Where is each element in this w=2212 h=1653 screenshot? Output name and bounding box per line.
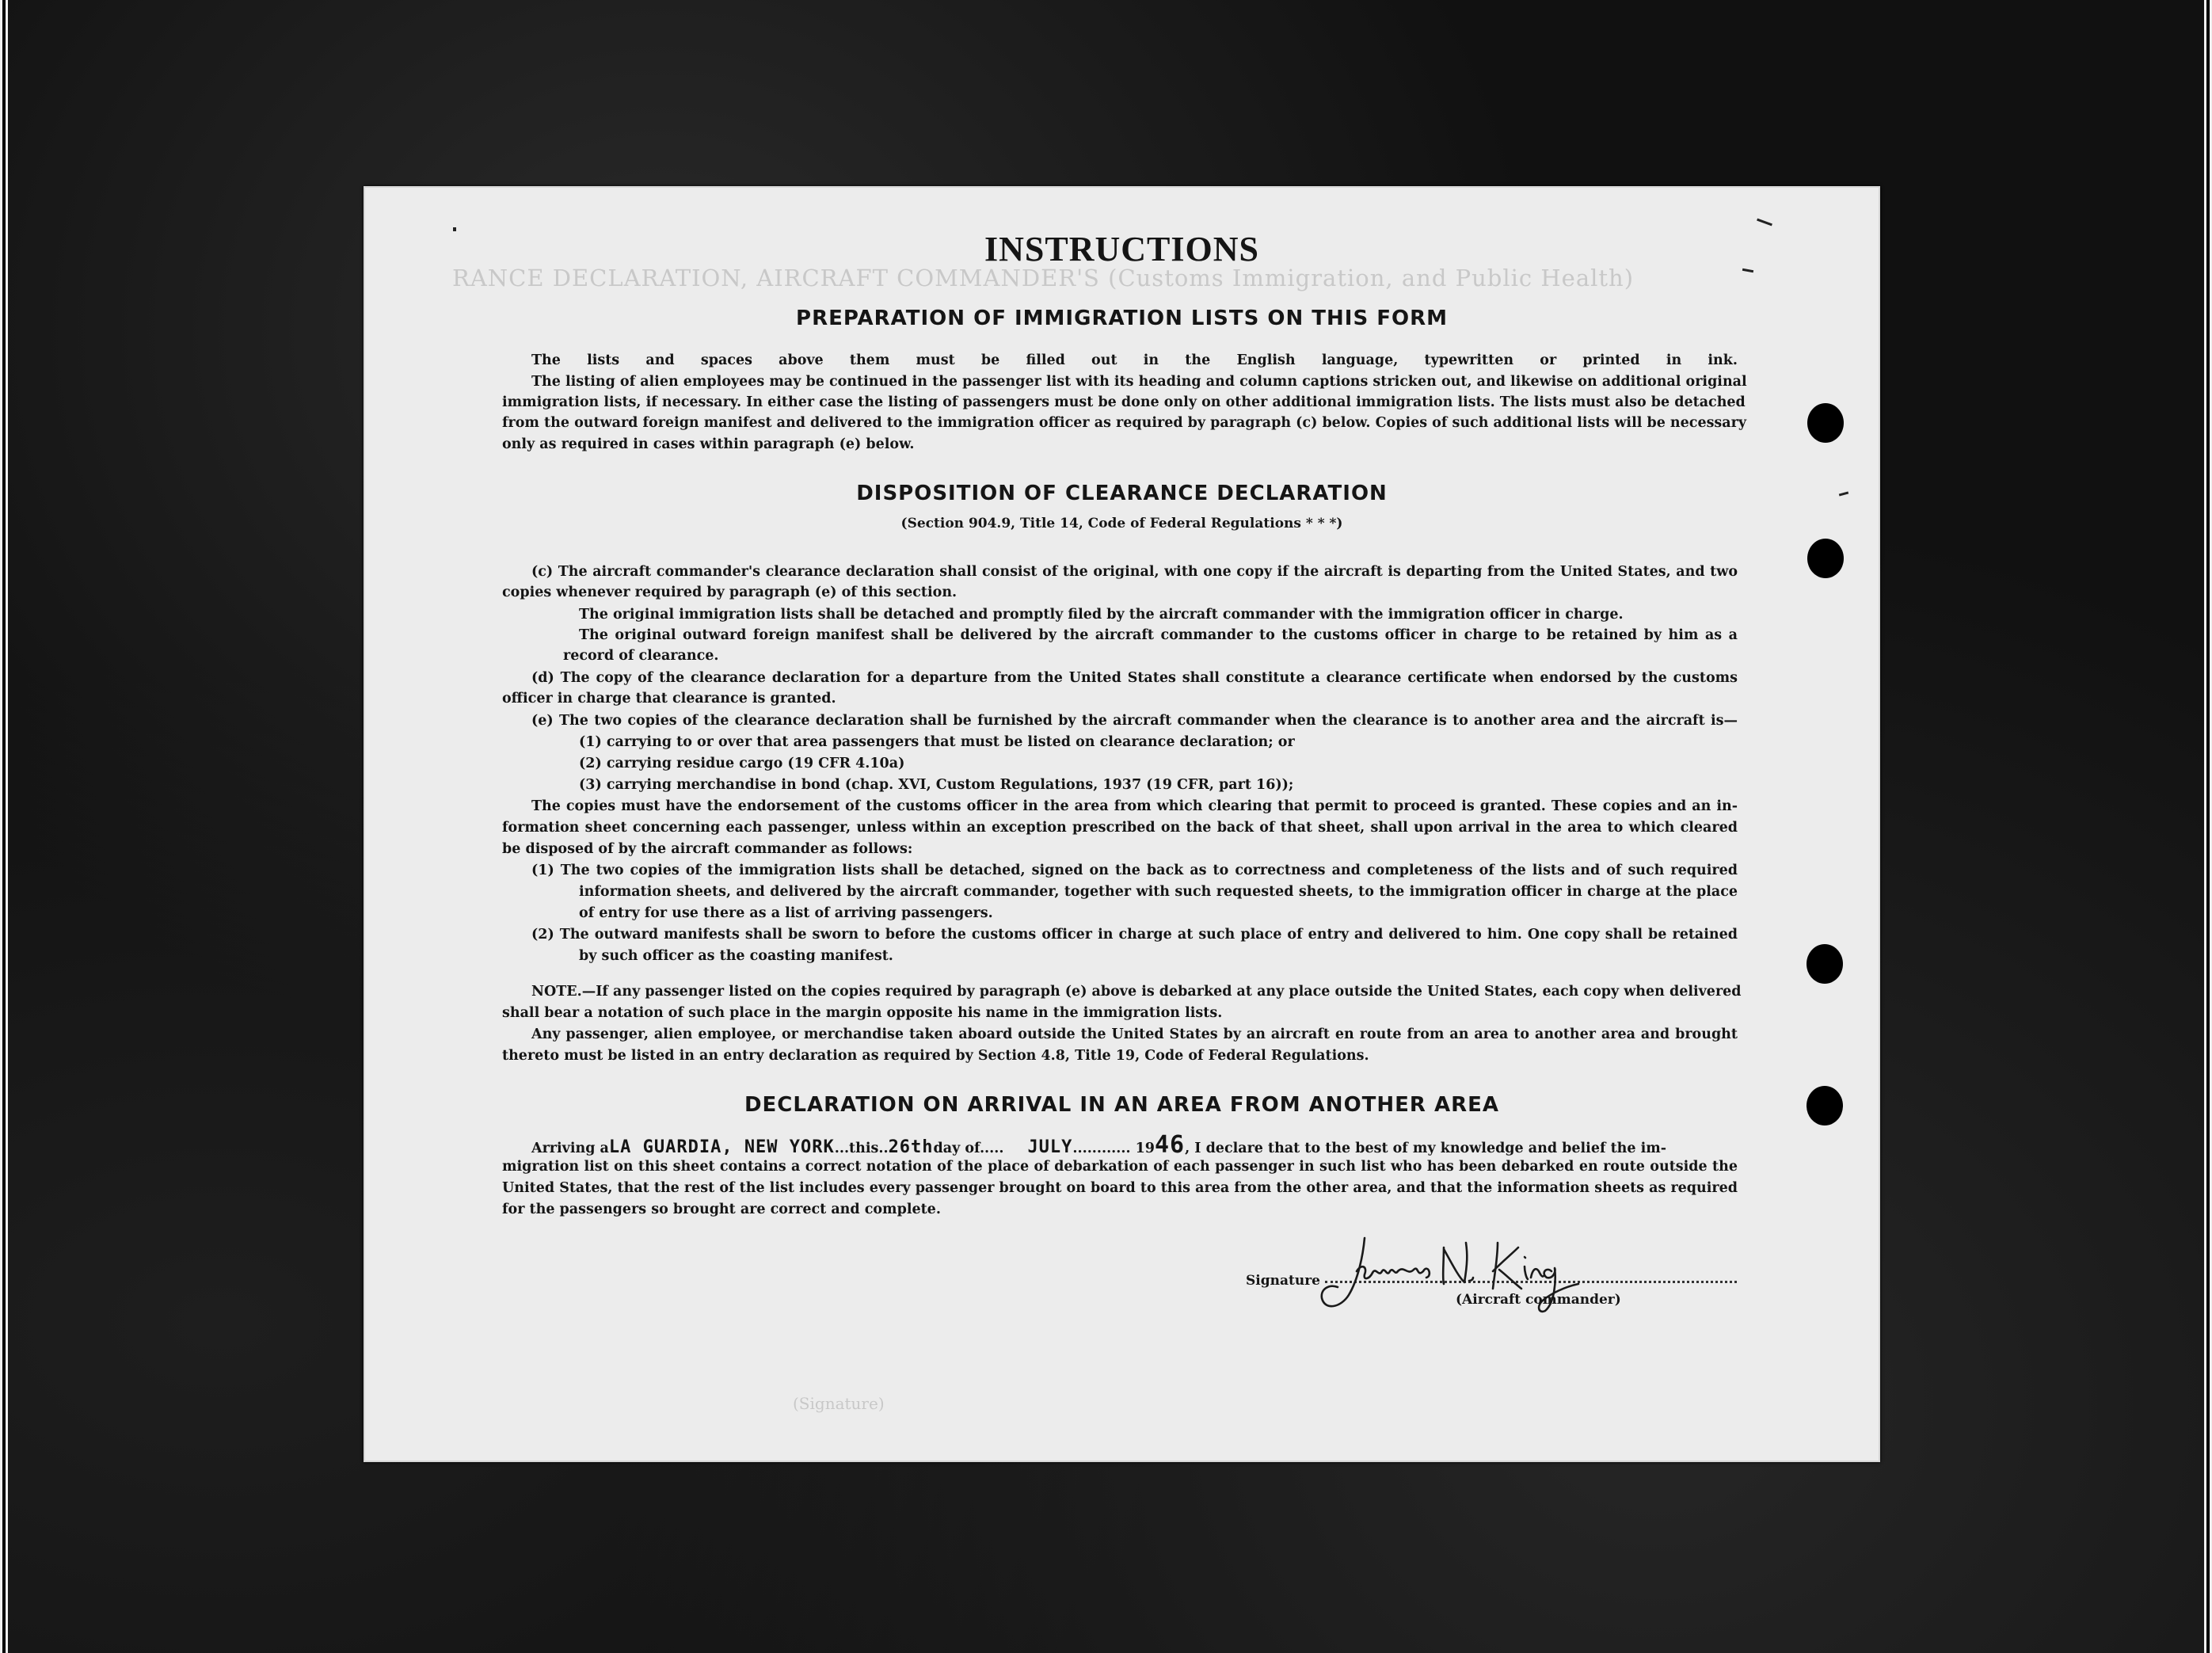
text-line: shall bear a notation of such place in the margin opposite his name in the immigration lists. xyxy=(502,1005,1223,1021)
text-line: The listing of alien employees may be continued in the passenger list with its heading and column captions stricken out, and likewise on additional original xyxy=(531,374,1747,390)
text-line: record of clearance. xyxy=(563,648,719,664)
text-line: The original outward foreign manifest shall be delivered by the aircraft commander to the customs officer in charge to be retained by him as a xyxy=(579,627,1738,643)
section-heading-preparation: PREPARATION OF IMMIGRATION LISTS ON THIS FORM xyxy=(796,307,1448,330)
text-line: by such officer as the coasting manifest. xyxy=(579,948,893,964)
text-line: copies whenever required by paragraph (e) of this section. xyxy=(502,585,958,600)
text-line: migration list on this sheet contains a correct notation of the place of debarkation of each passenger in such list who has been debarked en route outside the xyxy=(502,1159,1738,1175)
text-line: of entry for use there as a list of arriving passengers. xyxy=(579,905,993,921)
text-line: (d) The copy of the clearance declaration for a departure from the United States shall constitute a clearance certificate when endorsed by the customs xyxy=(531,670,1738,686)
text-line: thereto must be listed in an entry declaration as required by Section 4.8, Title 19, Code of Federal Regulations. xyxy=(502,1048,1369,1064)
text-line: Any passenger, alien employee, or merchandise taken aboard outside the United States by an aircraft en route from an area to another area and brought xyxy=(531,1026,1738,1042)
month-dots: ............ 19 xyxy=(1072,1141,1155,1156)
text-line: (2) carrying residue cargo (19 CFR 4.10a) xyxy=(579,756,905,771)
signature-label: Signature xyxy=(1246,1273,1320,1289)
arrival-place: LA GUARDIA, NEW YORK xyxy=(608,1137,835,1157)
arrival-line xyxy=(531,1131,1738,1159)
page-title: INSTRUCTIONS xyxy=(984,230,1259,269)
arriving-prefix: Arriving a xyxy=(531,1141,609,1156)
signature-caption: (Aircraft commander) xyxy=(1456,1292,1621,1308)
scan-mark xyxy=(453,227,456,231)
text-line: (c) The aircraft commander's clearance declaration shall consist of the original, with one copy if the aircraft is departing from the United States, and two xyxy=(531,564,1738,580)
punch-hole xyxy=(1807,403,1844,443)
signature-block xyxy=(1246,1232,1738,1319)
text-line: (2) The outward manifests shall be sworn to before the customs officer in charge at such place of entry and delivered to him. One copy shall be retained xyxy=(531,927,1738,943)
film-edge-left xyxy=(0,0,8,1653)
text-line: formation sheet concerning each passenger, unless within an exception prescribed on the back of that sheet, shall upon arrival in the area to which cleared xyxy=(502,820,1738,836)
text-line: information sheets, and delivered by the aircraft commander, together with such requested sheets, to the immigration officer in charge at the place xyxy=(579,884,1738,900)
bleed-through-signature: (Signature) xyxy=(793,1394,885,1413)
day-of-text: day of..... xyxy=(933,1141,1004,1156)
text-line: (e) The two copies of the clearance declaration shall be furnished by the aircraft commander when the clearance is to another area and the aircraft is— xyxy=(531,713,1738,729)
text-line: (3) carrying merchandise in bond (chap. XVI, Custom Regulations, 1937 (19 CFR, part 16)); xyxy=(579,777,1294,793)
text-line: immigration lists, if necessary. In either case the listing of passengers must be done only on other additional immigration lists. The lists must also be detached xyxy=(502,394,1746,410)
text-line: for the passengers so brought are correct and complete. xyxy=(502,1202,941,1217)
text-line: be disposed of by the aircraft commander as follows: xyxy=(502,841,913,857)
text-line: only as required in cases within paragraph (e) below. xyxy=(502,436,915,452)
punch-hole xyxy=(1807,539,1844,578)
bleed-through-title: RANCE DECLARATION, AIRCRAFT COMMANDER'S (Customs Immigration, and Public Health) xyxy=(452,265,1635,291)
section-heading-declaration: DECLARATION ON ARRIVAL IN AN AREA FROM ANOTHER AREA xyxy=(744,1093,1500,1117)
section-heading-disposition: DISPOSITION OF CLEARANCE DECLARATION xyxy=(856,482,1388,505)
text-line: NOTE.—If any passenger listed on the copies required by paragraph (e) above is debarked at any place outside the United States, each copy when delivered xyxy=(531,984,1742,1000)
document-page xyxy=(364,186,1880,1462)
text-line: from the outward foreign manifest and delivered to the immigration officer as required by paragraph (c) below. Copies of such additional lists will be necessary xyxy=(502,415,1747,431)
film-edge-right xyxy=(2204,0,2212,1653)
text-line: The copies must have the endorsement of the customs officer in the area from which clearing that permit to proceed is granted. These copies and an in- xyxy=(531,798,1738,814)
declaration-rest: , I declare that to the best of my knowledge and belief the im- xyxy=(1185,1141,1667,1156)
text-line: (1) The two copies of the immigration lists shall be detached, signed on the back as to correctness and completeness of the lists and of such required xyxy=(531,863,1738,878)
this-text: ...this.. xyxy=(834,1141,889,1156)
arrival-year: 46 xyxy=(1154,1131,1186,1159)
text-line: The lists and spaces above them must be filled out in the English language, typewritten or printed in ink. xyxy=(531,352,1738,368)
text-line: United States, that the rest of the list includes every passenger brought on board to this area from the other area, and that the information sheets as required xyxy=(502,1180,1738,1196)
arrival-month: JULY xyxy=(1027,1137,1073,1157)
section-subheading-disposition: (Section 904.9, Title 14, Code of Federal Regulations * * *) xyxy=(900,516,1343,531)
punch-hole xyxy=(1807,944,1843,984)
text-line: (1) carrying to or over that area passengers that must be listed on clearance declaration; or xyxy=(579,734,1295,750)
text-line: The original immigration lists shall be detached and promptly filed by the aircraft commander with the immigration officer in charge. xyxy=(579,607,1624,623)
punch-hole xyxy=(1807,1086,1843,1125)
text-line: officer in charge that clearance is granted. xyxy=(502,691,836,707)
arrival-day: 26th xyxy=(888,1137,934,1157)
